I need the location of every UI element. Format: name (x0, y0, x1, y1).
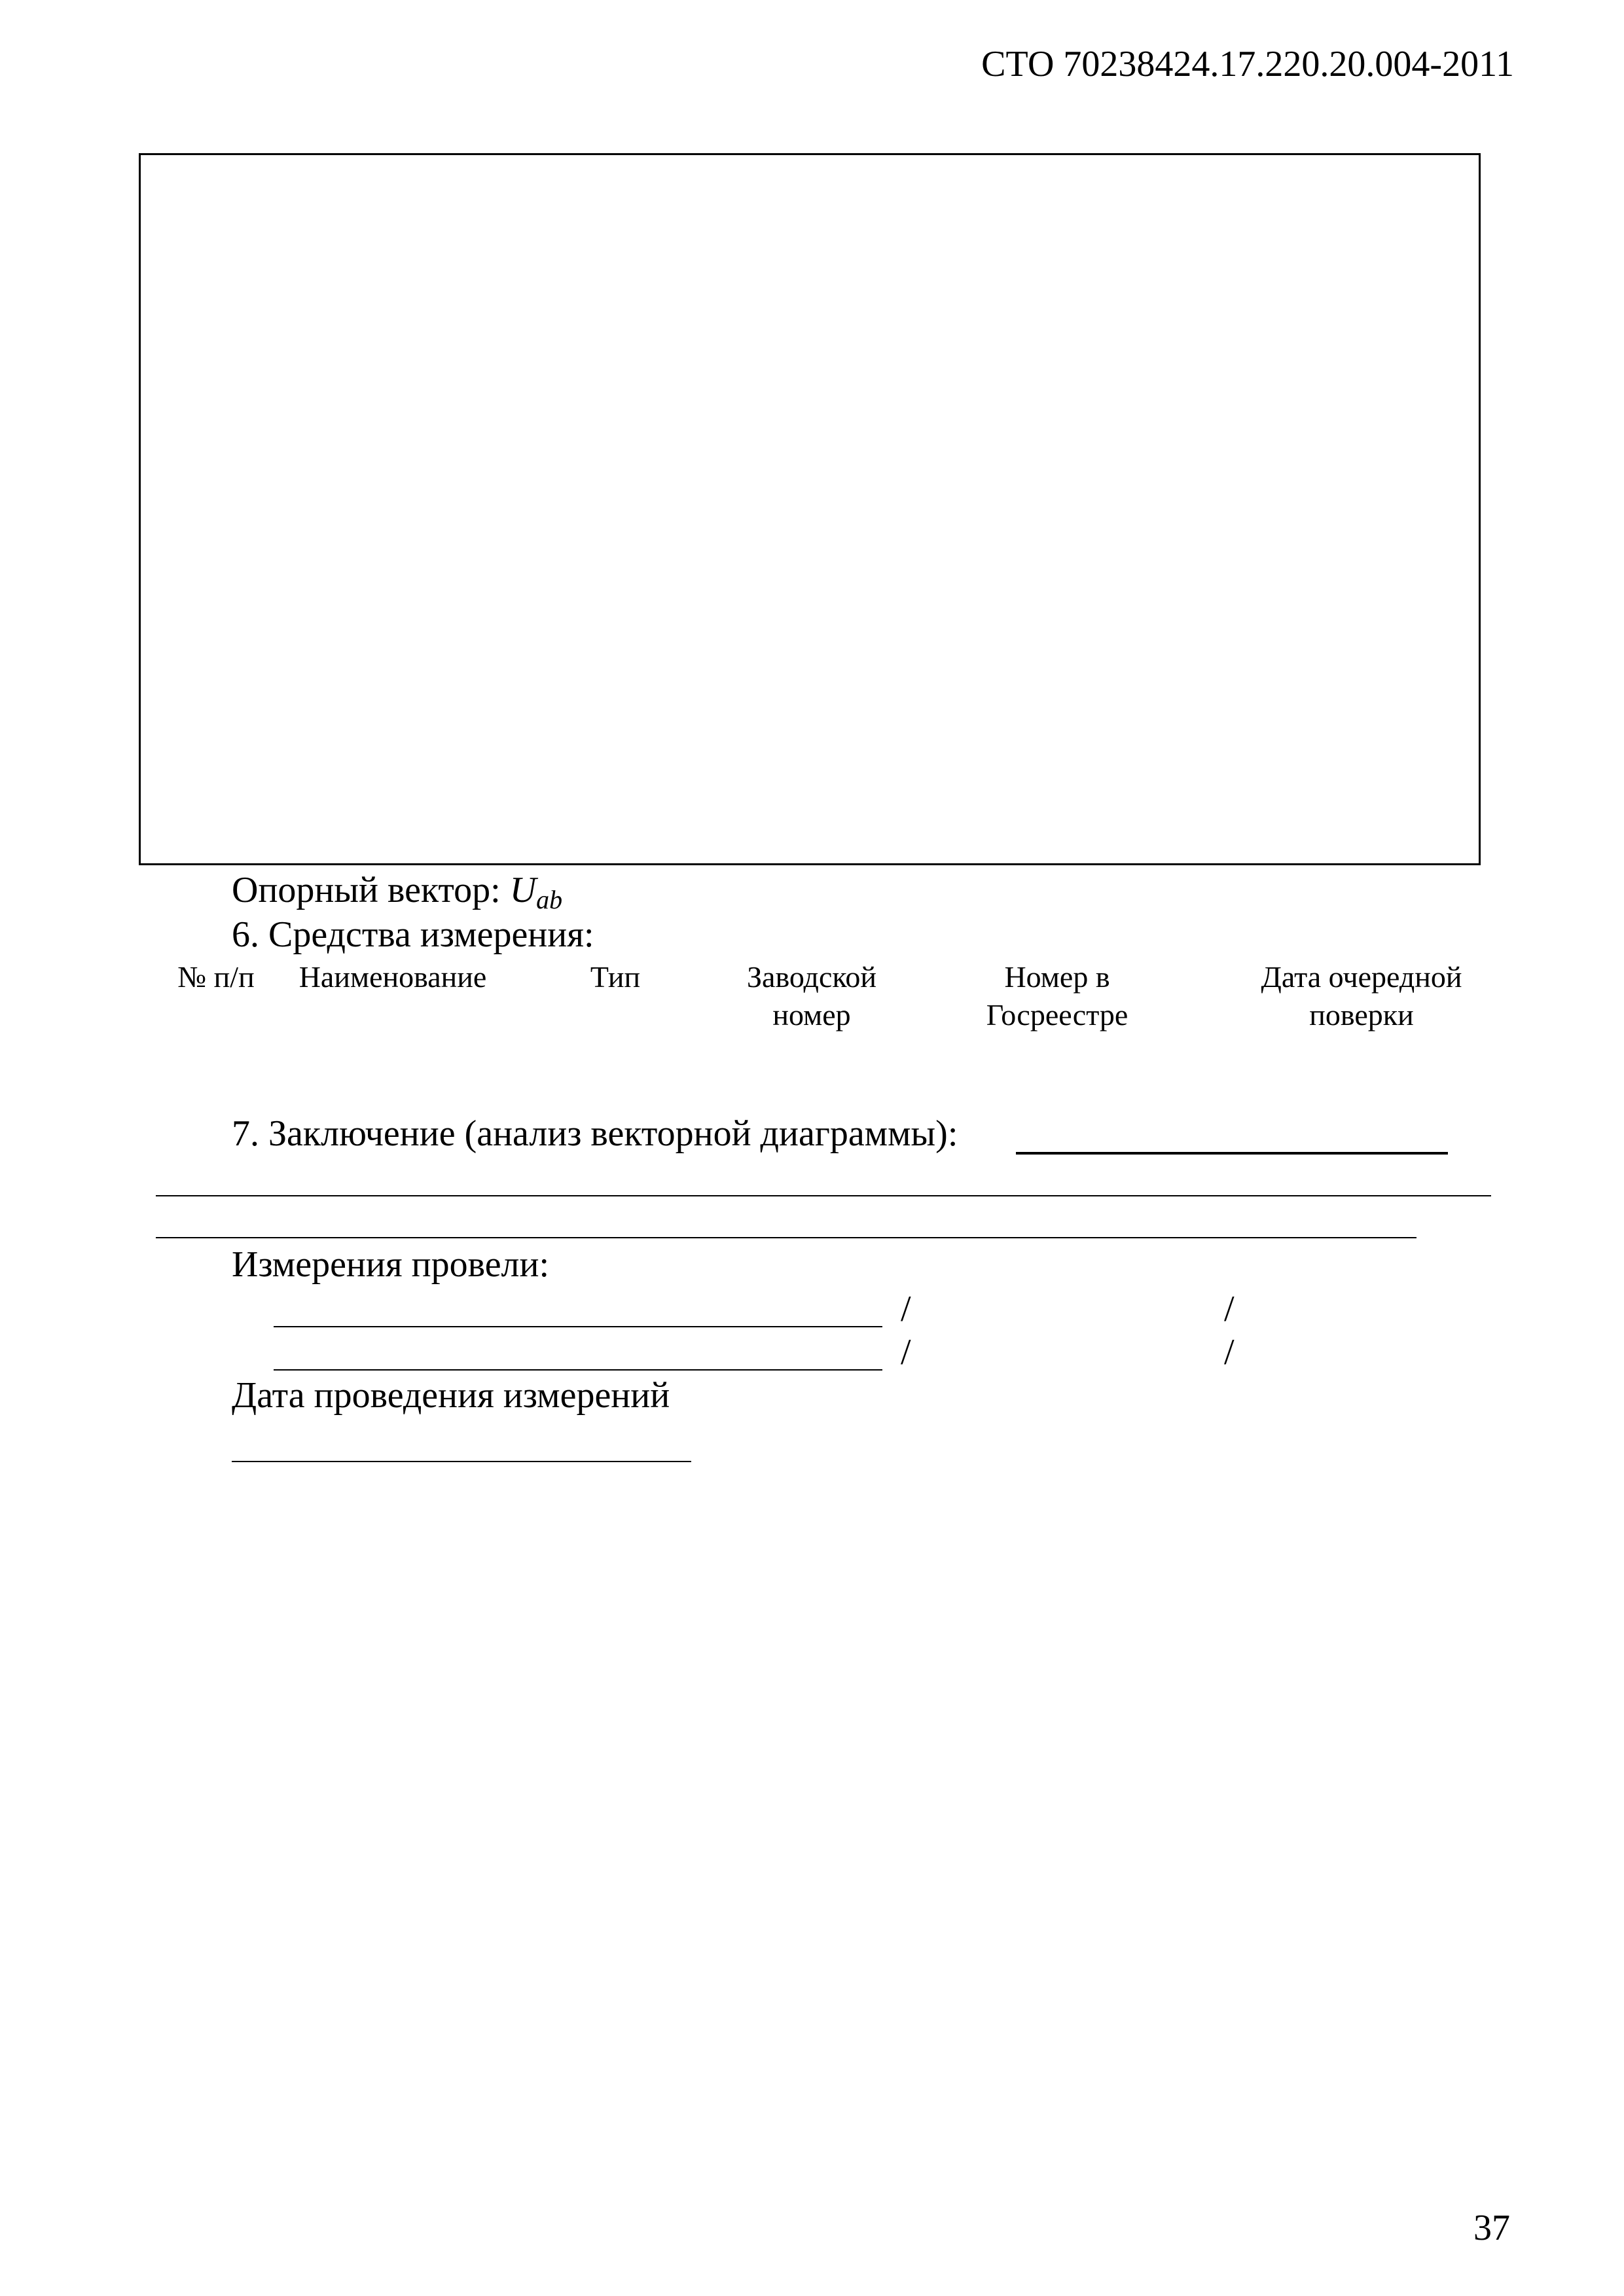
signature-separator-2a: / (901, 1332, 911, 1372)
reference-vector-subscript: ab (536, 885, 563, 914)
reference-vector-label: Опорный вектор: (232, 870, 510, 910)
signature-line-1[interactable] (274, 1326, 882, 1327)
signature-separator-2b: / (1224, 1332, 1235, 1372)
signature-separator-1b: / (1224, 1289, 1235, 1329)
signature-line-2[interactable] (274, 1369, 882, 1371)
column-header-type: Тип (590, 960, 641, 994)
document-code: СТО 70238424.17.220.20.004-2011 (981, 44, 1514, 84)
column-header-registry-number: Номер в Госреестре (986, 960, 1128, 1031)
section-6-heading: 6. Средства измерения: (232, 914, 594, 955)
conclusion-line-3[interactable] (156, 1237, 1416, 1238)
vector-diagram-frame (139, 153, 1481, 865)
performed-by-label: Измерения провели: (232, 1244, 550, 1285)
section-7-heading: 7. Заключение (анализ векторной диаграммы): (232, 1113, 958, 1154)
measurement-date-line[interactable] (232, 1461, 691, 1462)
reference-vector-symbol: U (509, 870, 537, 910)
reference-vector (232, 869, 562, 915)
column-header-name: Наименование (298, 960, 487, 994)
column-header-verification-date: Дата очередной поверки (1261, 960, 1462, 1031)
conclusion-input-line[interactable] (1016, 1152, 1448, 1155)
page-number: 37 (1473, 2208, 1510, 2248)
conclusion-line-2[interactable] (156, 1195, 1491, 1196)
column-header-number: № п/п (177, 960, 255, 994)
column-header-serial-number: Заводской номер (747, 960, 876, 1031)
measurement-date-label: Дата проведения измерений (232, 1375, 670, 1416)
signature-separator-1a: / (901, 1289, 911, 1329)
